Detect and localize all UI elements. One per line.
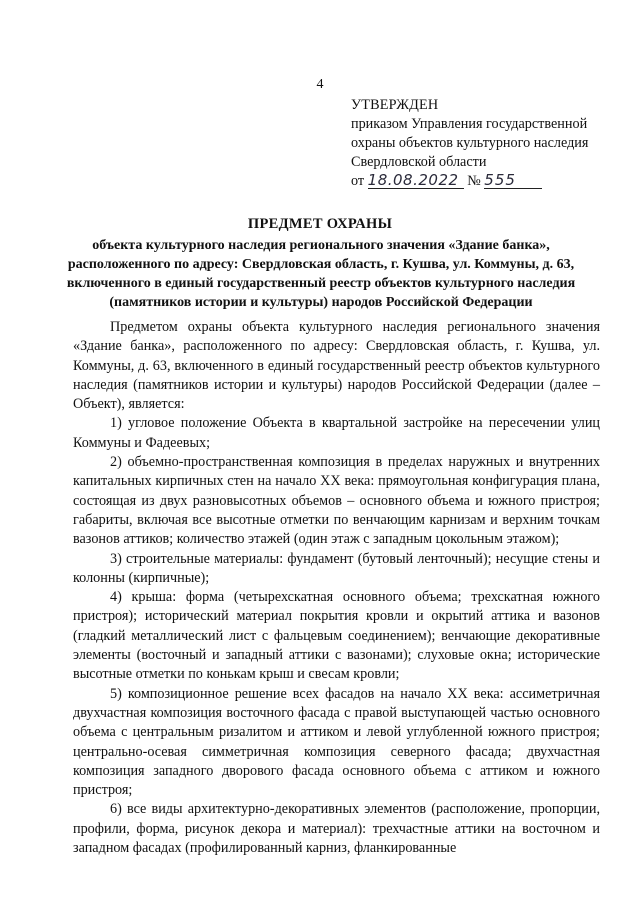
document-body [73,318,600,858]
approval-heading: УТВЕРЖДЕН [351,97,439,113]
item-3: 3) строительные материалы: фундамент (бутовый ленточный); несущие стены и колонны (кирпичные); [73,550,600,586]
document-subtitle: объекта культурного наследия регионального значения «Здание банка», расположенного по адресу: Свердловская область, г. Кушва, ул. Коммуны, д. 63, включенного в единый государственный реестр объектов культурного наследия (памятников истории и культуры) народов Российской Федерации [66,238,576,310]
item-6: 6) все виды архитектурно-декоративных элементов (расположение, пропорции, профили, форма, рисунок декора и материал): трехчастные аттики на восточном и западном фасадах (профилированный карниз, фланкированные [73,801,600,857]
approval-line-2: охраны объектов культурного наследия [351,135,589,151]
page-number: 4 [316,77,324,92]
item-2: 2) объемно-пространственная композиция в пределах наружных и внутренних капитальных кирпичных стен на начало XX века: прямоугольная конфигурация плана, состоящая из двух разновысотных объемов – основного объема и южного пристроя; габариты, включая все высотные отметки по венчающим карнизам и верхним точкам вазонов аттиков; количество этажей (один этаж с западным цокольным этажом); [73,454,600,548]
intro-paragraph: Предметом охраны объекта культурного наследия регионального значения «Здание банка», расположенного по адресу: Свердловская область, г. Кушва, ул. Коммуны, д. 63, включенного в единый государственный реестр объектов культурного наследия (памятников истории и культуры) народов Российской Федерации (далее – Объект), является: [73,319,600,413]
handwritten-date: 18.08.2022 [368,173,464,189]
item-5: 5) композиционное решение всех фасадов на начало XX века: ассиметричная двухчастная композиция восточного фасада с правой выступающей частью основного объема с центральным ризалитом и аттиком и левой углубленной южного пристроя; центрально-осевая симметричная композиция северного фасада; двухчастная композиция западного дворового фасада основного объема с аттиком и южного пристроя; [73,685,600,799]
approval-stamp [351,96,621,191]
handwritten-number: 555 [484,173,542,189]
item-4: 4) крыша: форма (четырехскатная основного объема; трехскатная южного пристроя); исторический материал покрытия кровли и окрытий аттика и вазонов (гладкий металлический лист с фальцевым соединением); венчающие декоративные элементы (восточный и западный аттики с вазонами); слуховые окна; исторические высотные отметки по конькам крыш и свесам кровли; [73,589,600,683]
from-label: от [351,173,365,189]
approval-line-3: Свердловской области [351,154,487,170]
approval-line-1: приказом Управления государственной [351,116,588,132]
approval-date-line [351,172,621,191]
document-title: ПРЕДМЕТ ОХРАНЫ [247,216,393,232]
item-1: 1) угловое положение Объекта в квартальной застройке на пересечении улиц Коммуны и Фадеевых; [73,415,600,451]
number-label: № [467,173,481,189]
